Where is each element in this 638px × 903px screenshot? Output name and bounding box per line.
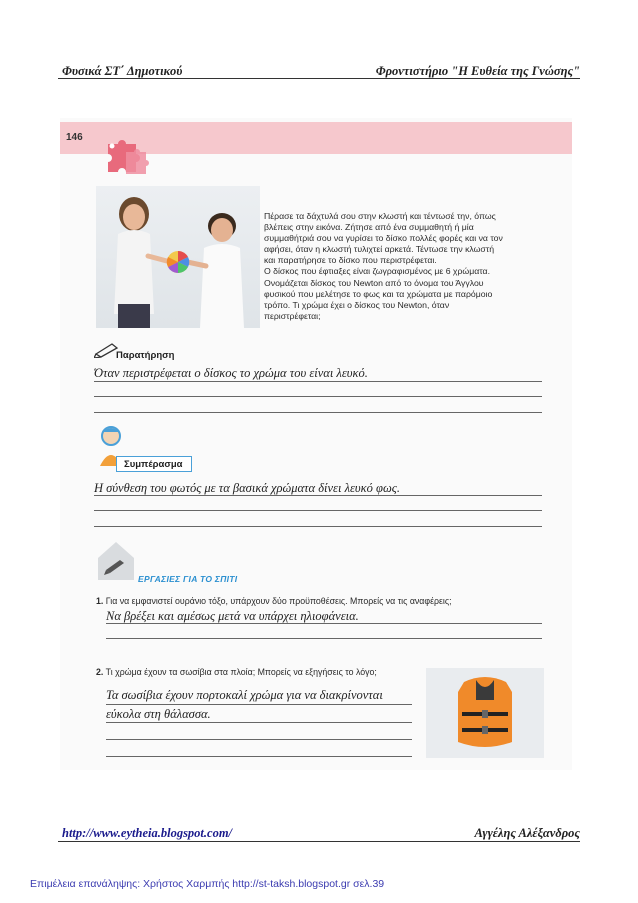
house-icon: [96, 540, 136, 582]
worksheet-scan: [60, 118, 572, 770]
answer-line: [94, 412, 542, 413]
answer-line: [106, 739, 412, 740]
homework-title: ΕΡΓΑΣΙΕΣ ΓΙΑ ΤΟ ΣΠΙΤΙ: [138, 574, 238, 584]
footer-blog-link[interactable]: http://www.eytheia.blogspot.com/: [62, 826, 233, 840]
credit-line: Επιμέλεια επανάληψης: Χρήστος Χαρμπής http://st-taksh.blogspot.gr σελ.39: [30, 878, 385, 890]
footer-author: Αγγέλης Αλέξανδρος: [474, 826, 580, 840]
header-subject: Φυσικά ΣΤ΄ Δημοτικού: [62, 64, 183, 78]
answer-line: [94, 495, 542, 496]
observation-answer: Όταν περιστρέφεται ο δίσκος το χρώμα του είναι λευκό.: [94, 366, 368, 380]
conclusion-label: Συμπέρασμα: [124, 459, 183, 470]
puzzle-icon: [98, 134, 150, 178]
header-school: Φροντιστήριο "Η Ευθεία της Γνώσης": [375, 64, 580, 78]
answer-line: [106, 722, 412, 723]
answer-line: [106, 704, 412, 705]
answer-line: [94, 510, 542, 511]
answer-line: [106, 638, 542, 639]
answer-line: [106, 623, 542, 624]
intro-paragraph: Πέρασε τα δάχτυλά σου στην κλωστή και τέντωσέ την, όπως βλέπεις στην εικόνα. Ζήτησε από ένα συμμαθητή ή μία συμμαθήτριά σου να γυρίσει το δίσκο πολλές φορές και να τον αφήσει, όταν η κλωστή τυλιχτεί αρκετά. Τέντωσε την κλωστή και παρατήρησε το δίσκο που περιστρέφεται. Ο δίσκος που έφτιαξες είναι ζωγραφισμένος με 6 χρώματα. Ονομάζεται δίσκος του Newton από το όνομα του Άγγλου φυσικού που μελέτησε το φως και τα χρώματα με παρόμοιο τρόπο. Τι χρώμα έχει ο δίσκος του Newton, όταν περιστρέφεται;: [264, 211, 503, 321]
observation-label: Παρατήρηση: [116, 350, 175, 361]
question-2-answer-line2: εύκολα στη θάλασσα.: [106, 707, 211, 721]
answer-line: [94, 396, 542, 397]
footer-rule: [58, 841, 580, 842]
page-number: 146: [66, 132, 83, 143]
question-2-answer-line1: Τα σωσίβια έχουν πορτοκαλί χρώμα για να διακρίνονται: [106, 688, 383, 702]
question-1-answer: Να βρέξει και αμέσως μετά να υπάρχει ηλιοφάνεια.: [106, 609, 359, 623]
answer-line: [94, 381, 542, 382]
answer-line: [94, 526, 542, 527]
header-rule: [58, 78, 580, 79]
question-1: 1. Για να εμφανιστεί ουράνιο τόξο, υπάρχουν δύο προϋποθέσεις. Μπορείς να τις αναφέρεις;: [96, 596, 452, 606]
conclusion-answer: Η σύνθεση του φωτός με τα βασικά χρώματα δίνει λευκό φως.: [94, 481, 400, 495]
question-2: 2. Τι χρώμα έχουν τα σωσίβια στα πλοία; Μπορείς να εξηγήσεις το λόγο;: [96, 667, 377, 677]
life-vest-photo: [426, 668, 544, 758]
answer-line: [106, 756, 412, 757]
children-photo: [96, 186, 260, 328]
